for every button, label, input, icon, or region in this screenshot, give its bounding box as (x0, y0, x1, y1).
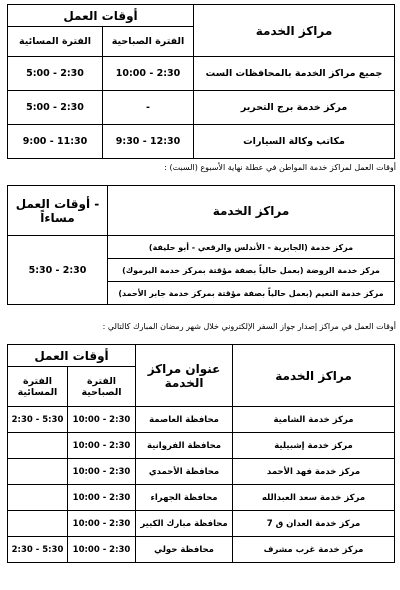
morning-period-header (68, 367, 136, 407)
center-address: محافظة الأحمدي (136, 459, 233, 485)
table-row (8, 511, 395, 537)
morning-time: - (103, 91, 194, 125)
morning-time: 10:00 - 2:30 (68, 485, 136, 511)
evening-time (8, 459, 68, 485)
evening-time: 2:30 - 5:30 (8, 537, 68, 563)
evening-period-header-line1: الفترة (22, 375, 53, 387)
working-hours-table-1 (7, 4, 395, 159)
service-center-name: جميع مراكز الخدمة بالمحافظات الست (194, 57, 395, 91)
evening-hours-header (8, 186, 108, 236)
ramadan-hours-note: أوقات العمل في مراكز إصدار جواز السفر الإلكتروني خلال شهر رمضان المبارك كالتالي : (102, 322, 396, 331)
center-address-header (136, 345, 233, 407)
table-row (8, 459, 395, 485)
table-row (8, 433, 395, 459)
service-center-name: مركز خدمة فهد الأحمد (233, 459, 395, 485)
center-address: محافظة الفروانية (136, 433, 233, 459)
evening-period-header: الفترة المسائية (8, 27, 103, 57)
morning-period-header-line2: الصباحية (81, 386, 122, 398)
table-row (8, 537, 395, 563)
working-hours-header: أوقات العمل (8, 345, 136, 367)
morning-time: 10:00 - 2:30 (68, 537, 136, 563)
table-row (8, 57, 395, 91)
center-address: محافظة مبارك الكبير (136, 511, 233, 537)
morning-time: 10:00 - 2:30 (68, 407, 136, 433)
evening-time: 5:30 - 2:30 (8, 236, 108, 305)
center-address: محافظة الجهراء (136, 485, 233, 511)
service-center-name: مركز خدمة الروضة (بعمل حالياً بصفة مؤقتة بمركز خدمة اليرموك) (108, 259, 395, 282)
service-center-name: مركز خدمة غرب مشرف (233, 537, 395, 563)
evening-time: 5:00 - 2:30 (8, 57, 103, 91)
evening-hours-header-line1: أوقات العمل - (15, 196, 100, 211)
morning-time: 9:30 - 12:30 (103, 125, 194, 159)
evening-period-header (8, 367, 68, 407)
morning-time: 10:00 - 2:30 (68, 511, 136, 537)
working-hours-header: أوقات العمل (8, 5, 194, 27)
morning-time: 10:00 - 2:30 (103, 57, 194, 91)
center-address: محافظة حولي (136, 537, 233, 563)
morning-period-header: الفترة الصباحية (103, 27, 194, 57)
morning-time: 10:00 - 2:30 (68, 433, 136, 459)
table-row (8, 407, 395, 433)
evening-hours-header-line2: مساءاً (40, 210, 75, 225)
service-center-name: مركز خدمة العدان ق 7 (233, 511, 395, 537)
service-center-name: مركز خدمة النعيم (بعمل حالياً بصفة مؤقتة بمركز خدمة جابر الأحمد) (108, 282, 395, 305)
service-centers-header: مراكز الخدمة (108, 186, 395, 236)
service-center-name: مركز خدمة برج التحرير (194, 91, 395, 125)
evening-time: 9:00 - 11:30 (8, 125, 103, 159)
evening-time (8, 433, 68, 459)
morning-period-header-line1: الفترة (86, 375, 117, 387)
table-row (8, 91, 395, 125)
working-hours-table-2 (7, 185, 395, 305)
table-row (8, 125, 395, 159)
evening-period-header-line2: المسائية (17, 386, 58, 398)
service-centers-header: مراكز الخدمة (194, 5, 395, 57)
evening-time (8, 511, 68, 537)
table-row (8, 236, 395, 259)
center-address-header-line1: عنوان مراكز (147, 361, 221, 376)
morning-time: 10:00 - 2:30 (68, 459, 136, 485)
service-center-name: مكاتب وكالة السيارات (194, 125, 395, 159)
weekend-hours-note: أوقات العمل لمراكز خدمة المواطن في عطلة نهاية الأسبوع (السبت) : (164, 163, 396, 172)
service-center-name: مركز خدمة الشامية (233, 407, 395, 433)
evening-time: 2:30 - 5:30 (8, 407, 68, 433)
service-centers-header: مراكز الخدمة (233, 345, 395, 407)
service-center-name: مركز خدمة إشبيلية (233, 433, 395, 459)
passport-centers-table (7, 344, 395, 563)
evening-time: 5:00 - 2:30 (8, 91, 103, 125)
service-center-name: مركز خدمة سعد العبدالله (233, 485, 395, 511)
table-row (8, 485, 395, 511)
center-address: محافظة العاصمة (136, 407, 233, 433)
service-center-name: مركز خدمة (الجابرية - الأندلس والرقعي - أبو حليفة) (108, 236, 395, 259)
evening-time (8, 485, 68, 511)
center-address-header-line2: الخدمة (164, 375, 204, 390)
